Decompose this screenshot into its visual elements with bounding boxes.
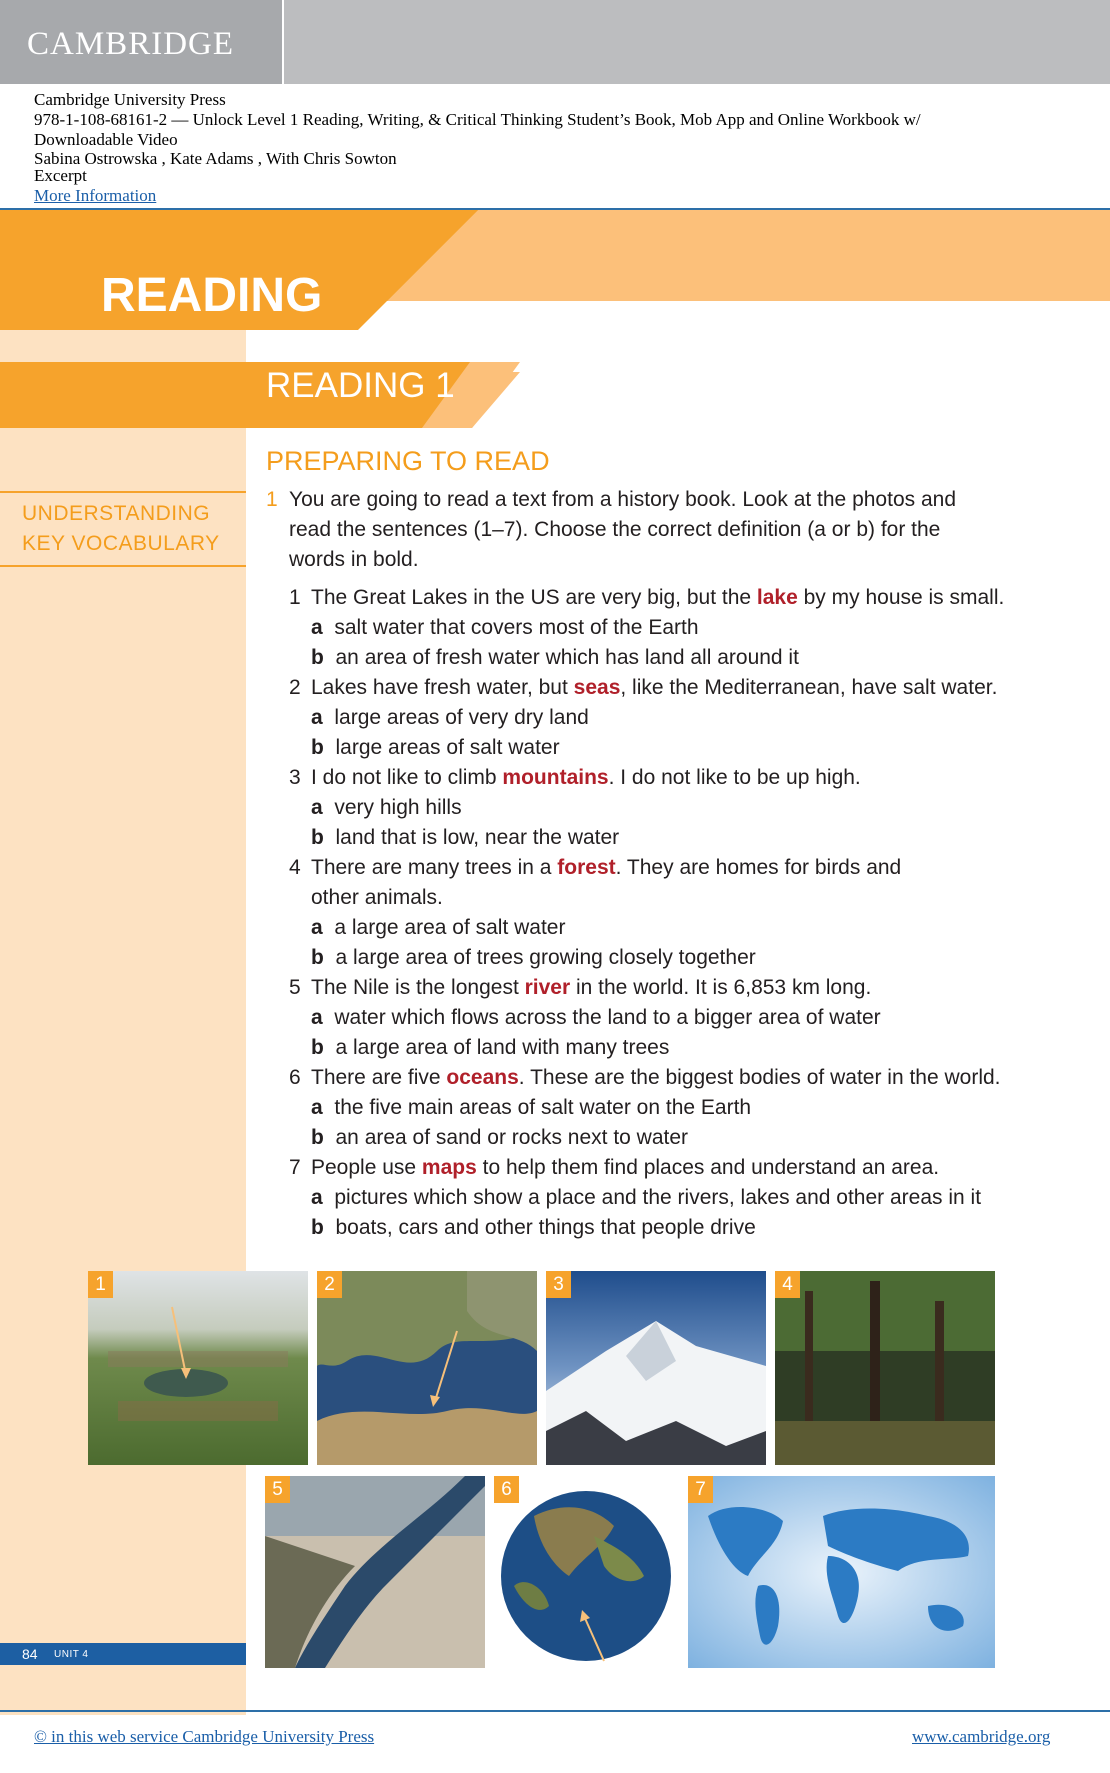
side-label-line2: KEY VOCABULARY: [22, 532, 220, 555]
option-b: b land that is low, near the water: [311, 826, 620, 849]
photo-ocean-globe: [494, 1476, 674, 1668]
item-sentence: There are many trees in a forest. They are homes for birds and: [311, 856, 902, 879]
item-number: 5: [289, 976, 301, 999]
photo-number-badge: 4: [775, 1271, 800, 1298]
item-number: 4: [289, 856, 301, 879]
option-b: b boats, cars and other things that people drive: [311, 1216, 756, 1239]
option-a: a a large area of salt water: [311, 916, 566, 939]
keyword: maps: [421, 1156, 477, 1179]
excerpt-label: Excerpt: [34, 166, 87, 185]
item-number: 6: [289, 1066, 301, 1089]
option-a: a large areas of very dry land: [311, 706, 589, 729]
photo-number-badge: 1: [88, 1271, 113, 1298]
banner-shapes-front: [0, 210, 1110, 440]
item-sentence: Lakes have fresh water, but seas, like the Mediterranean, have salt water.: [311, 676, 998, 699]
option-b: b large areas of salt water: [311, 736, 560, 759]
option-a: a the five main areas of salt water on the Earth: [311, 1096, 752, 1119]
copyright-link[interactable]: © in this web service Cambridge University Press: [34, 1727, 375, 1746]
photo-lake: [88, 1271, 308, 1465]
section-title: READING: [101, 269, 323, 322]
option-b: b a large area of land with many trees: [311, 1036, 670, 1059]
photo-number-badge: 6: [494, 1476, 519, 1503]
option-a: a salt water that covers most of the Earth: [311, 616, 699, 639]
item-number: 7: [289, 1156, 301, 1179]
photo-mountains: [546, 1271, 766, 1465]
item-sentence: The Great Lakes in the US are very big, but the lake by my house is small.: [311, 586, 1005, 609]
item-sentence: People use maps to help them find places and understand an area.: [311, 1156, 940, 1179]
unit-label: UNIT 4: [54, 1649, 89, 1660]
photo-number-badge: 5: [265, 1476, 290, 1503]
item-number: 1: [289, 586, 301, 609]
item-sentence-continued: other animals.: [311, 886, 443, 909]
preparing-to-read-heading: PREPARING TO READ: [266, 446, 550, 476]
cambridge-website-link[interactable]: www.cambridge.org: [912, 1727, 1051, 1746]
photo-river: [265, 1476, 485, 1668]
footer-rule: [0, 1710, 1110, 1712]
photo-number-badge: 7: [688, 1476, 713, 1503]
photo-number-badge: 3: [546, 1271, 571, 1298]
keyword: mountains: [502, 766, 609, 789]
item-number: 3: [289, 766, 301, 789]
book-title-line2: Downloadable Video: [34, 130, 178, 149]
publisher-name: Cambridge University Press: [34, 90, 226, 109]
item-number: 2: [289, 676, 301, 699]
option-a: a pictures which show a place and the rivers, lakes and other areas in it: [311, 1186, 982, 1209]
item-sentence: The Nile is the longest river in the world. It is 6,853 km long.: [311, 976, 872, 999]
exercise-number: 1: [266, 488, 278, 511]
item-sentence: There are five oceans. These are the biggest bodies of water in the world.: [311, 1066, 1001, 1089]
photo-sea: [317, 1271, 537, 1465]
option-b: b an area of sand or rocks next to water: [311, 1126, 689, 1149]
keyword: lake: [756, 586, 798, 609]
book-authors: Sabina Ostrowska , Kate Adams , With Chris Sowton: [34, 149, 397, 168]
photo-world-map: [688, 1476, 995, 1668]
reading-1-title: READING 1: [266, 366, 455, 405]
option-b: b an area of fresh water which has land all around it: [311, 646, 799, 669]
option-a: a very high hills: [311, 796, 462, 819]
cambridge-logo-text: CAMBRIDGE: [27, 26, 235, 62]
keyword: river: [524, 976, 571, 999]
instruction-line: You are going to read a text from a history book. Look at the photos and: [289, 488, 956, 511]
instruction-line: read the sentences (1–7). Choose the correct definition (a or b) for the: [289, 518, 941, 541]
photo-forest: [775, 1271, 995, 1465]
keyword: oceans: [446, 1066, 519, 1089]
keyword: seas: [573, 676, 621, 699]
more-information-link[interactable]: More Information: [34, 186, 157, 205]
side-label-line1: UNDERSTANDING: [22, 502, 211, 525]
keyword: forest: [557, 856, 616, 879]
instruction-line: words in bold.: [289, 548, 419, 571]
option-a: a water which flows across the land to a bigger area of water: [311, 1006, 881, 1029]
option-b: b a large area of trees growing closely together: [311, 946, 756, 969]
page-number: 84: [22, 1646, 38, 1662]
photo-number-badge: 2: [317, 1271, 342, 1298]
book-title-line1: 978-1-108-68161-2 — Unlock Level 1 Reading, Writing, & Critical Thinking Student’s Book, Mob App and Online Workbook w/: [34, 110, 921, 129]
item-sentence: I do not like to climb mountains. I do not like to be up high.: [311, 766, 861, 789]
logo-divider: [282, 0, 284, 84]
